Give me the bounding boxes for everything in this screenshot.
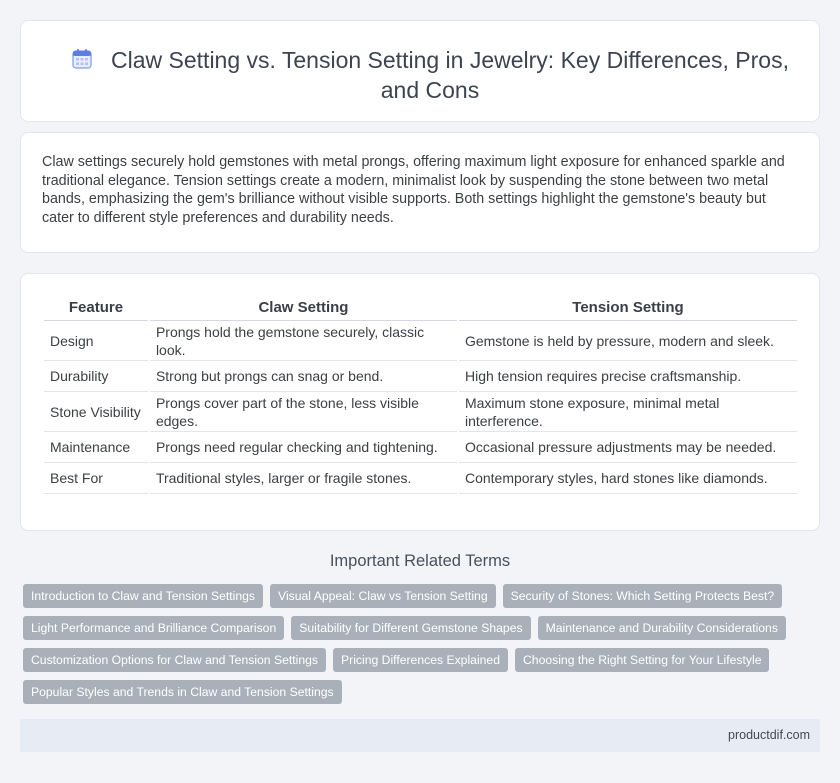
related-term-tag[interactable]: Introduction to Claw and Tension Settings — [23, 584, 263, 608]
related-term-tag[interactable]: Security of Stones: Which Setting Protects Best? — [503, 584, 783, 608]
claw-cell: Prongs hold the gemstone securely, classic look. — [150, 321, 457, 361]
related-term-tag[interactable]: Maintenance and Durability Considerations — [538, 616, 786, 640]
table-header-row — [44, 295, 797, 321]
header-card — [20, 20, 820, 122]
calendar-icon — [71, 48, 93, 70]
feature-cell: Durability — [44, 361, 148, 392]
table-row — [44, 432, 797, 463]
intro-card — [20, 132, 820, 253]
footer — [20, 719, 820, 752]
footer-site-link[interactable]: productdif.com — [728, 728, 810, 742]
header-feature: Feature — [44, 295, 148, 321]
table-row — [44, 361, 797, 392]
comparison-table — [42, 295, 799, 494]
page-title-wrap — [61, 45, 799, 105]
claw-cell: Prongs need regular checking and tightening. — [150, 432, 457, 463]
tension-cell: High tension requires precise craftsmanship. — [459, 361, 797, 392]
related-terms-list — [23, 584, 823, 704]
tension-cell: Gemstone is held by pressure, modern and sleek. — [459, 321, 797, 361]
tension-cell: Occasional pressure adjustments may be needed. — [459, 432, 797, 463]
related-term-tag[interactable]: Customization Options for Claw and Tension Settings — [23, 648, 326, 672]
related-terms-heading: Important Related Terms — [329, 552, 511, 570]
tension-cell: Contemporary styles, hard stones like diamonds. — [459, 463, 797, 494]
related-term-tag[interactable]: Light Performance and Brilliance Comparison — [23, 616, 284, 640]
comparison-card — [20, 273, 820, 531]
related-term-tag[interactable]: Visual Appeal: Claw vs Tension Setting — [270, 584, 496, 608]
claw-cell: Prongs cover part of the stone, less visible edges. — [150, 392, 457, 432]
header-tension-setting: Tension Setting — [459, 295, 797, 321]
feature-cell: Stone Visibility — [44, 392, 148, 432]
table-row — [44, 392, 797, 432]
feature-cell: Design — [44, 321, 148, 361]
page-title: Claw Setting vs. Tension Setting in Jewelry: Key Differences, Pros, and Cons — [111, 47, 789, 103]
related-term-tag[interactable]: Choosing the Right Setting for Your Lifestyle — [515, 648, 769, 672]
related-term-tag[interactable]: Pricing Differences Explained — [333, 648, 508, 672]
intro-paragraph: Claw settings securely hold gemstones with metal prongs, offering maximum light exposure for enhanced sparkle and traditional elegance. Tension settings create a modern, minimalist look by suspending the stone between two metal bands, emphasizing the gem's brilliance without visible supports. Both settings highlight the gemstone's beauty but cater to different style preferences and durability needs. — [42, 154, 785, 226]
table-row — [44, 463, 797, 494]
tension-cell: Maximum stone exposure, minimal metal interference. — [459, 392, 797, 432]
table-row — [44, 321, 797, 361]
related-term-tag[interactable]: Suitability for Different Gemstone Shapes — [291, 616, 530, 640]
claw-cell: Traditional styles, larger or fragile stones. — [150, 463, 457, 494]
feature-cell: Best For — [44, 463, 148, 494]
header-claw-setting: Claw Setting — [150, 295, 457, 321]
claw-cell: Strong but prongs can snag or bend. — [150, 361, 457, 392]
feature-cell: Maintenance — [44, 432, 148, 463]
related-term-tag[interactable]: Popular Styles and Trends in Claw and Tension Settings — [23, 680, 342, 704]
